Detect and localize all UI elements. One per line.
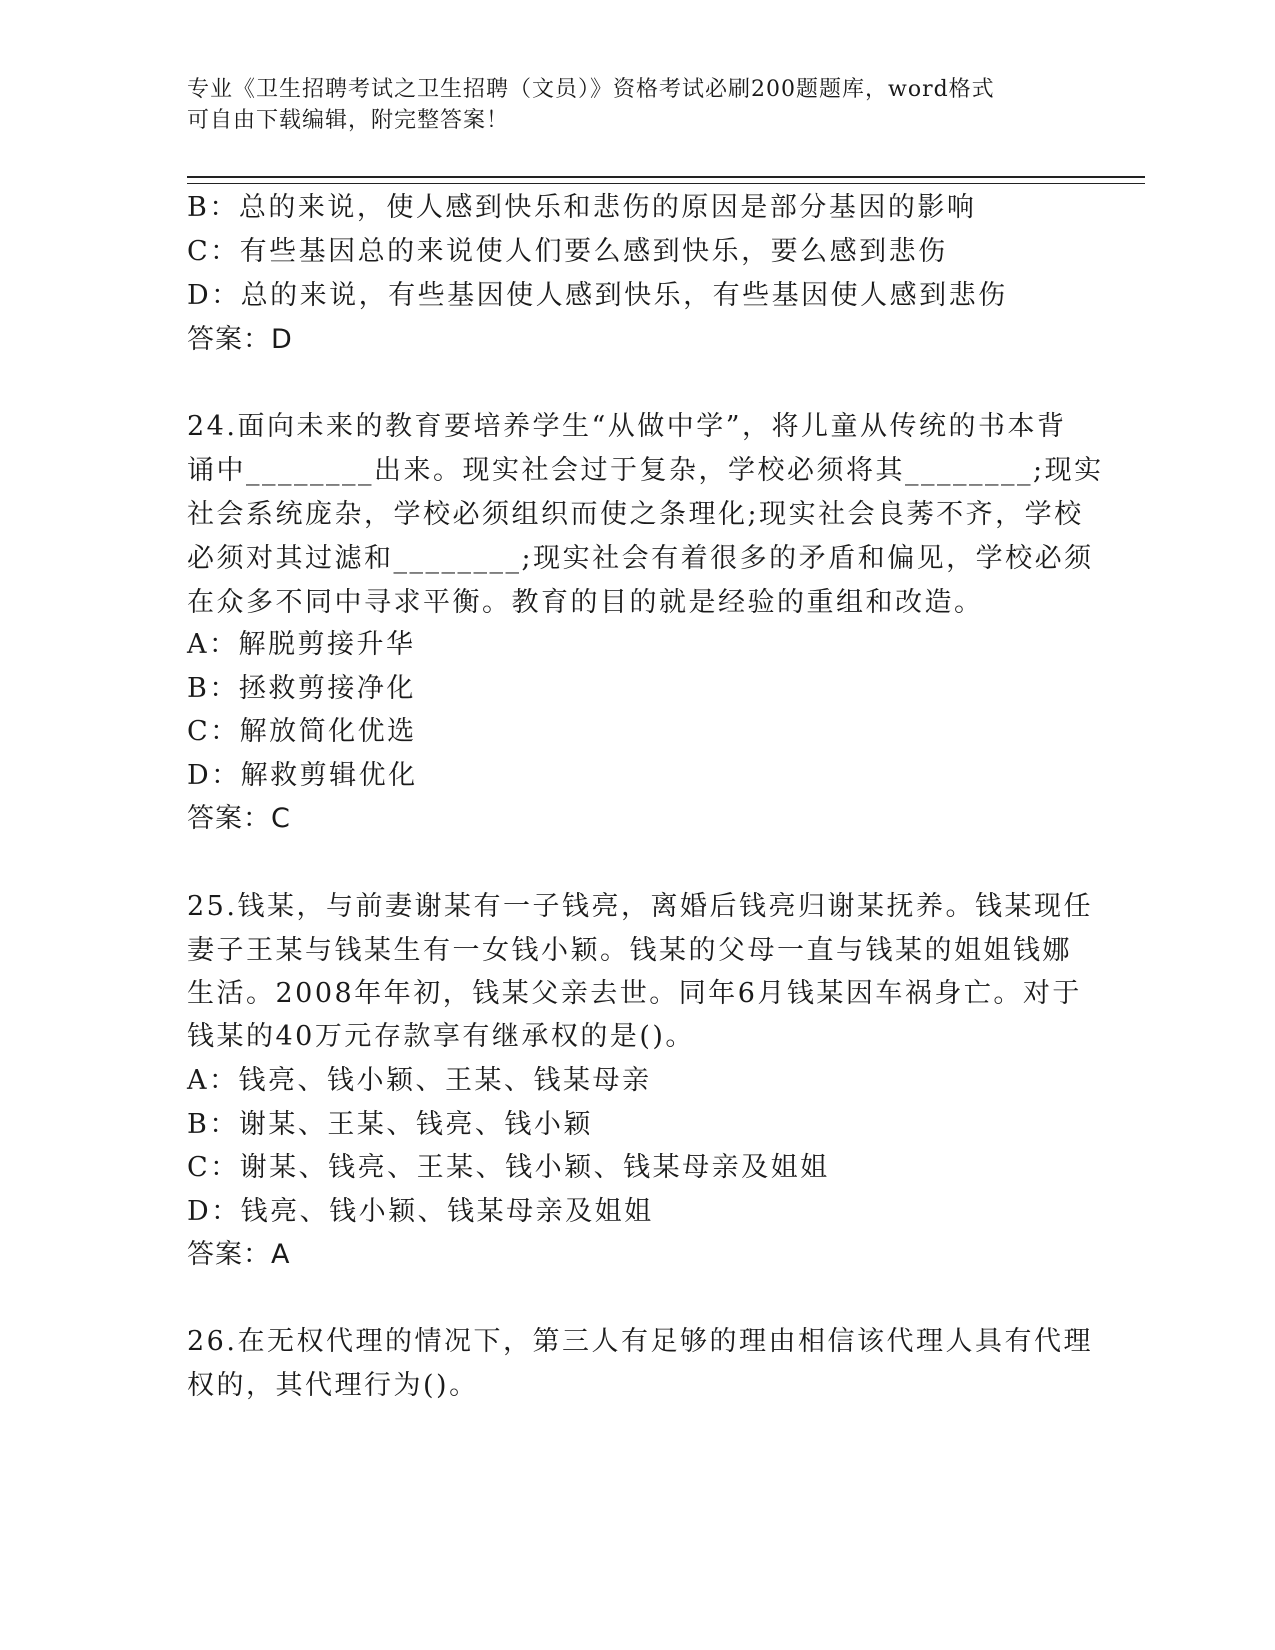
- header-divider-thick: [187, 176, 1145, 178]
- option-d: D：解救剪辑优化: [187, 760, 418, 791]
- question-stem-line: 在众多不同中寻求平衡。教育的目的就是经验的重组和改造。: [187, 587, 984, 618]
- answer: 答案：D: [187, 324, 293, 355]
- question-stem-line: 25.钱某，与前妻谢某有一子钱亮，离婚后钱亮归谢某抚养。钱某现任: [187, 891, 1093, 922]
- option-c: C：有些基因总的来说使人们要么感到快乐，要么感到悲伤: [187, 236, 948, 267]
- question-stem-line: 权的，其代理行为()。: [187, 1370, 479, 1401]
- question-stem-line: 生活。2008年年初，钱某父亲去世。同年6月钱某因车祸身亡。对于: [187, 978, 1082, 1009]
- option-c: C：谢某、钱亮、王某、钱小颖、钱某母亲及姐姐: [187, 1152, 830, 1183]
- question-stem-line: 社会系统庞杂，学校必须组织而使之条理化;现实社会良莠不齐，学校: [187, 499, 1084, 530]
- question-stem-line: 妻子王某与钱某生有一女钱小颖。钱某的父母一直与钱某的姐姐钱娜: [187, 935, 1072, 966]
- option-b: B：谢某、王某、钱亮、钱小颖: [187, 1109, 593, 1140]
- question-stem-line: 钱某的40万元存款享有继承权的是()。: [187, 1021, 695, 1052]
- question-stem-line: 26.在无权代理的情况下，第三人有足够的理由相信该代理人具有代理: [187, 1326, 1093, 1357]
- answer: 答案：A: [187, 1239, 291, 1270]
- question-stem-line: 诵中________出来。现实社会过于复杂，学校必须将其________;现实: [187, 455, 1104, 486]
- question-stem-line: 24.面向未来的教育要培养学生“从做中学”，将儿童从传统的书本背: [187, 411, 1067, 442]
- header-title-line1: 专业《卫生招聘考试之卫生招聘（文员）》资格考试必刷200题题库，word格式: [187, 77, 995, 102]
- question-stem-line: 必须对其过滤和________;现实社会有着很多的矛盾和偏见，学校必须: [187, 543, 1094, 574]
- option-a: A：解脱剪接升华: [187, 629, 416, 660]
- header-title-line2: 可自由下载编辑，附完整答案！: [187, 108, 510, 133]
- option-b: B：拯救剪接净化: [187, 673, 416, 704]
- header-divider-thin: [187, 183, 1145, 184]
- answer: 答案：C: [187, 803, 291, 834]
- option-a: A：钱亮、钱小颖、王某、钱某母亲: [187, 1065, 652, 1096]
- option-d: D：总的来说，有些基因使人感到快乐，有些基因使人感到悲伤: [187, 280, 1008, 311]
- option-b: B：总的来说，使人感到快乐和悲伤的原因是部分基因的影响: [187, 192, 977, 223]
- option-d: D：钱亮、钱小颖、钱某母亲及姐姐: [187, 1196, 654, 1227]
- option-c: C：解放简化优选: [187, 716, 417, 747]
